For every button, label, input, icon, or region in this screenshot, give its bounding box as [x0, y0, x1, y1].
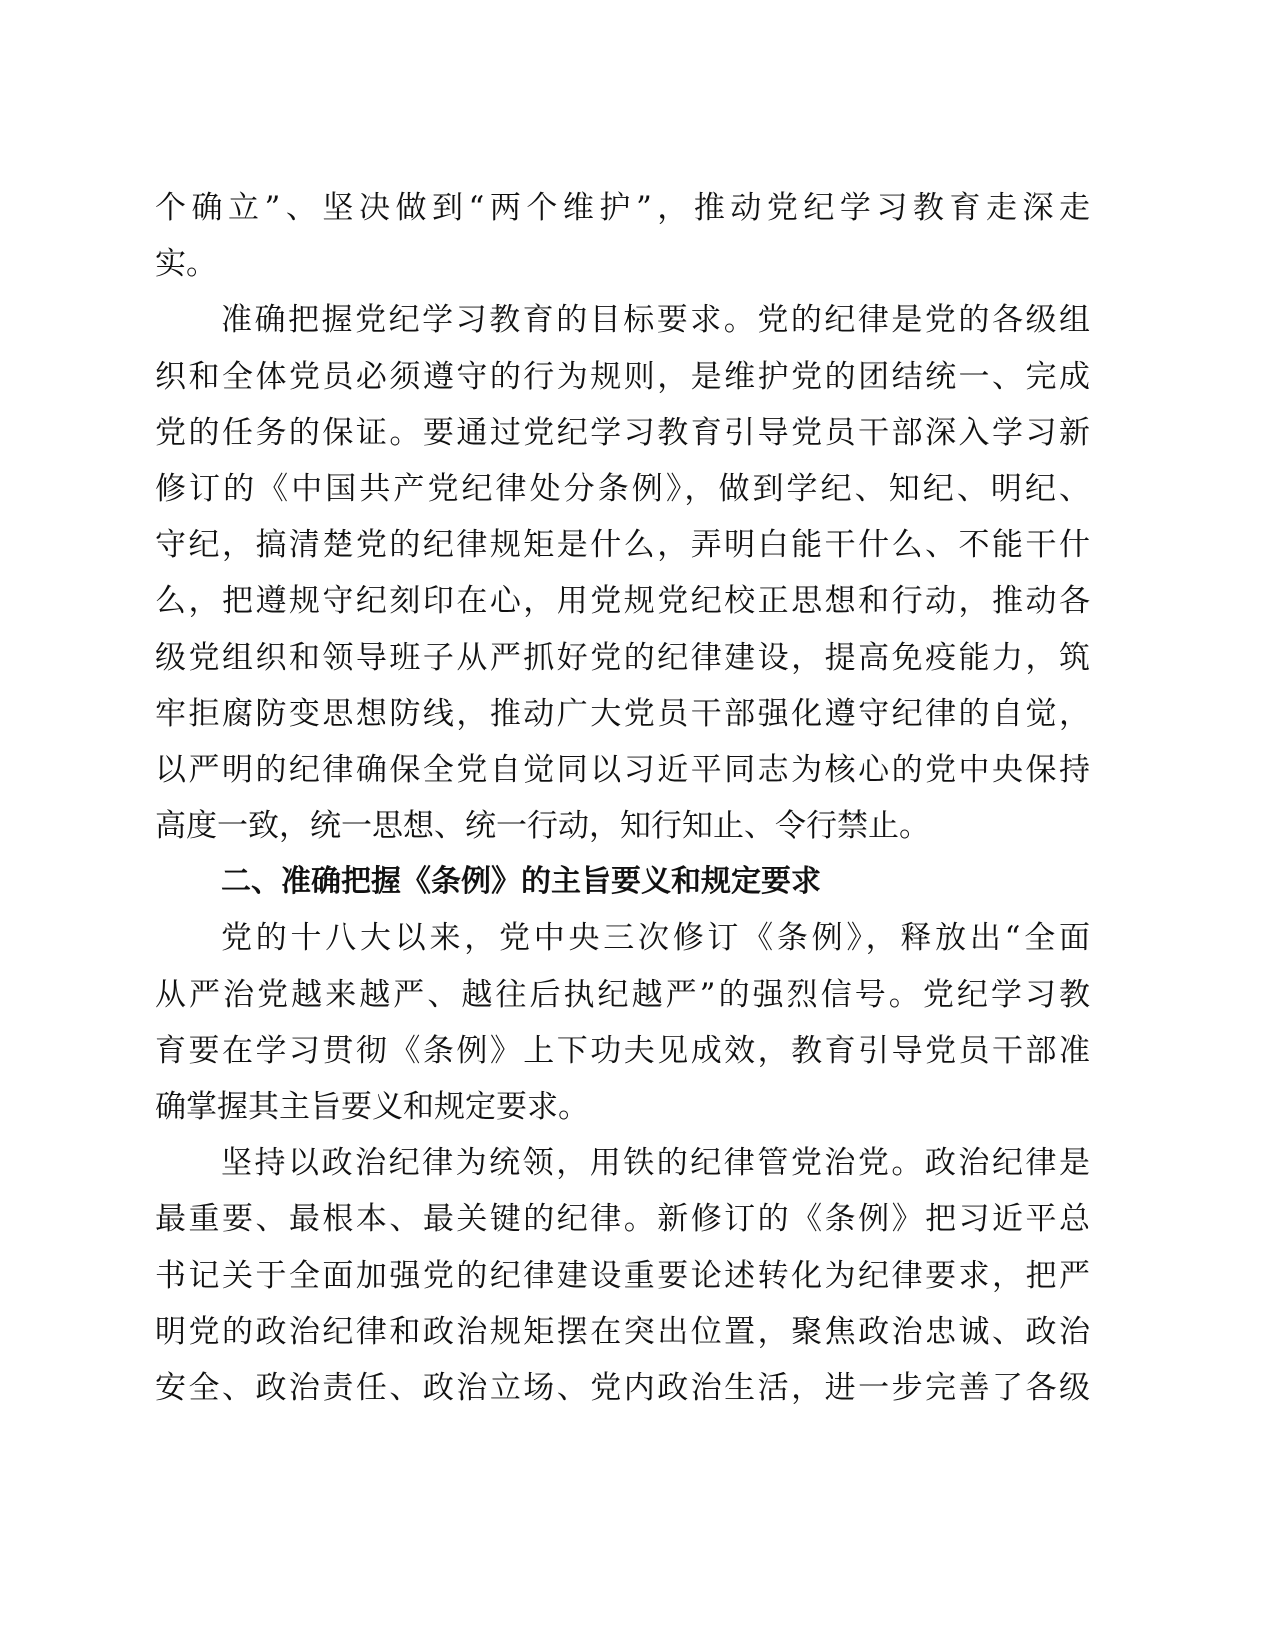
- text-line: 织和全体党员必须遵守的行为规则，是维护党的团结统一、完成: [155, 358, 1090, 395]
- section-heading: 二、准确把握《条例》的主旨要义和规定要求: [221, 864, 821, 900]
- text-line: 实。: [155, 246, 217, 283]
- text-line: 从严治党越来越严、越往后执纪越严”的强烈信号。党纪学习教: [155, 976, 1090, 1013]
- text-line: 确掌握其主旨要义和规定要求。: [155, 1089, 589, 1125]
- text-line: 最重要、最根本、最关键的纪律。新修订的《条例》把习近平总: [155, 1201, 1090, 1238]
- text-line: 守纪，搞清楚党的纪律规矩是什么，弄明白能干什么、不能干什: [155, 527, 1090, 564]
- text-line: 修订的《中国共产党纪律处分条例》，做到学纪、知纪、明纪、: [155, 470, 1090, 507]
- paragraph-start-line: 坚持以政治纪律为统领，用铁的纪律管党治党。政治纪律是: [221, 1145, 1090, 1182]
- text-line: 以严明的纪律确保全党自觉同以习近平同志为核心的党中央保持: [155, 751, 1090, 788]
- text-line: 么，把遵规守纪刻印在心，用党规党纪校正思想和行动，推动各: [155, 583, 1090, 620]
- text-line: 安全、政治责任、政治立场、党内政治生活，进一步完善了各级: [155, 1369, 1090, 1406]
- text-line: 党的任务的保证。要通过党纪学习教育引导党员干部深入学习新: [155, 414, 1090, 451]
- text-line: 牢拒腐防变思想防线，推动广大党员干部强化遵守纪律的自觉，: [155, 695, 1090, 732]
- paragraph-start-line: 准确把握党纪学习教育的目标要求。党的纪律是党的各级组: [221, 302, 1090, 339]
- paragraph-start-line: 党的十八大以来，党中央三次修订《条例》，释放出“全面: [221, 920, 1090, 957]
- document-body: [155, 180, 1090, 1416]
- text-line: 明党的政治纪律和政治规矩摆在突出位置，聚焦政治忠诚、政治: [155, 1313, 1090, 1350]
- text-line: 高度一致，统一思想、统一行动，知行知止、令行禁止。: [155, 808, 930, 845]
- text-line: 书记关于全面加强党的纪律建设重要论述转化为纪律要求，把严: [155, 1257, 1090, 1294]
- text-line: 育要在学习贯彻《条例》上下功夫见成效，教育引导党员干部准: [155, 1032, 1090, 1069]
- text-line: 级党组织和领导班子从严抓好党的纪律建设，提高免疫能力，筑: [155, 639, 1090, 676]
- text-line: 个确立”、坚决做到“两个维护”，推动党纪学习教育走深走: [155, 190, 1090, 226]
